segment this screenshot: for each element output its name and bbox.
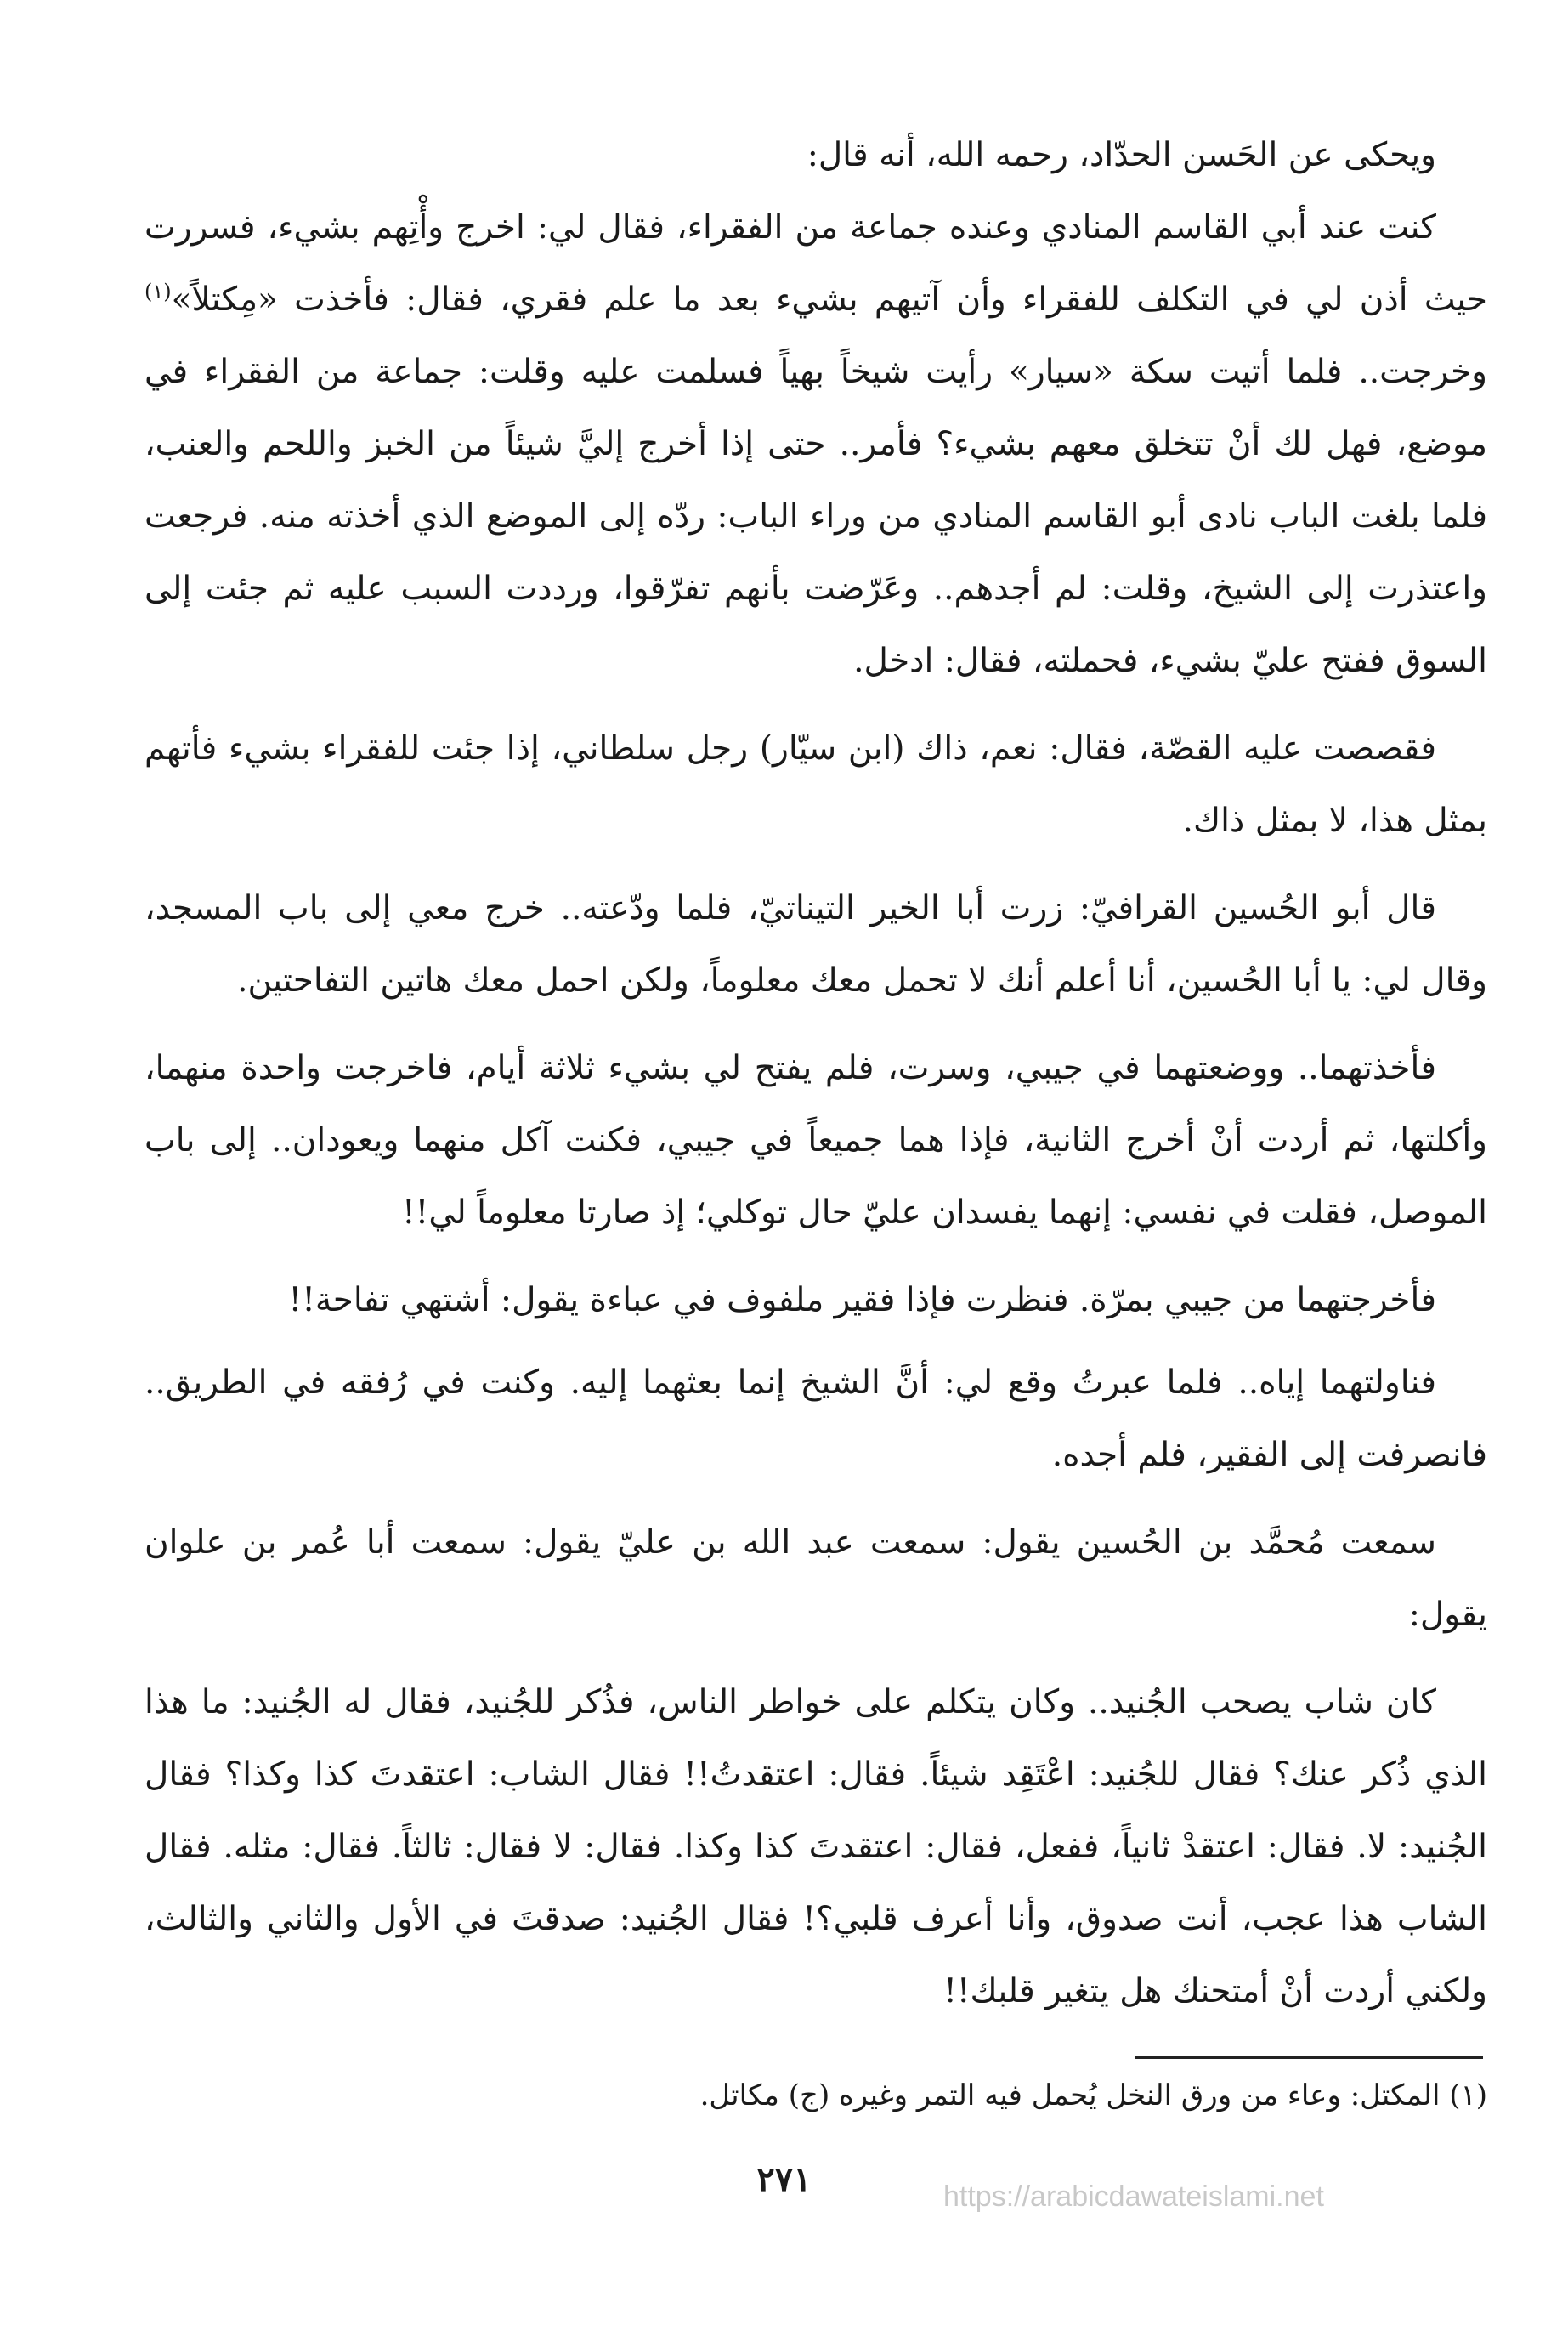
- page-number: ٢٧١: [756, 2159, 812, 2199]
- paragraph-5: فأخذتهما.. ووضعتهما في جيبي، وسرت، فلم يفتح لي بشيء ثلاثة أيام، فاخرجت واحدة منهما، وأكلتها، ثم أردت أنْ أخرج الثانية، فإذا هما جميعاً في جيبي، فكنت آكل منهما ويعودان.. إلى باب الموصل، فقلت في نفسي: إنهما يفسدان عليّ حال توكلي؛ إذ صارتا معلوماً لي!!: [144, 1049, 1487, 1232]
- paragraph-2: [144, 191, 1487, 697]
- paragraph-2-text-b: وخرجت.. فلما أتيت سكة «سيار» رأيت شيخاً بهياً فسلمت عليه وقلت: جماعة من الفقراء في موضع، فهل لك أنْ تتخلق معهم بشيء؟ فأمر.. حتى إذا أخرج إليَّ شيئاً من الخبز واللحم والعنب، فلما بلغت الباب نادى أبو القاسم المنادي من وراء الباب: ردّه إلى الموضع الذي أخذته منه. فرجعت واعتذرت إلى الشيخ، وقلت: لم أجدهم.. وعَرّضت بأنهم تفرّقوا، ورددت السبب عليه ثم جئت إلى السوق ففتح عليّ بشيء، فحملته، فقال: ادخل.: [144, 353, 1487, 680]
- page-body: [144, 119, 1487, 2038]
- paragraph-7: فناولتهما إياه.. فلما عبرتُ وقع لي: أنَّ الشيخ إنما بعثهما إليه. وكنت في رُفقه في الطريق.. فانصرفت إلى الفقير، فلم أجده.: [144, 1364, 1487, 1474]
- paragraph-6: فأخرجتهما من جيبي بمرّة. فنظرت فإذا فقير ملفوف في عباءة يقول: أشتهي تفاحة!!: [288, 1281, 1436, 1319]
- paragraph-2-text-a: كنت عند أبي القاسم المنادي وعنده جماعة من الفقراء، فقال لي: اخرج وأْتِهم بشيء، فسررت حيث أذن لي في التكلف للفقراء وأن آتيهم بشيء بعد ما علم فقري، فقال: فأخذت «مِكتلاً»: [144, 208, 1487, 319]
- footnote-divider: [1135, 2056, 1483, 2059]
- paragraph-1: ويحكى عن الحَسن الحدّاد، رحمه الله، أنه قال:: [807, 136, 1436, 174]
- paragraph-8: سمعت مُحمَّد بن الحُسين يقول: سمعت عبد الله بن عليّ يقول: سمعت أبا عُمر بن علوان يقول:: [144, 1523, 1487, 1634]
- footnote: (١) المكتل: وعاء من ورق النخل يُحمل فيه التمر وغيره (ج) مكاتل.: [699, 2078, 1487, 2112]
- paragraph-4: قال أبو الحُسين القرافيّ: زرت أبا الخير التيناتيّ، فلما ودّعته.. خرج معي إلى باب المسجد، وقال لي: يا أبا الحُسين، أنا أعلم أنك لا تحمل معك معلوماً، ولكن احمل معك هاتين التفاحتين.: [144, 889, 1487, 1000]
- watermark: https://arabicdawateislami.net: [943, 2180, 1324, 2213]
- paragraph-3: فقصصت عليه القصّة، فقال: نعم، ذاك (ابن سيّار) رجل سلطاني، إذا جئت للفقراء بشيء فأتهم بمثل هذا، لا بمثل ذاك.: [144, 729, 1487, 840]
- paragraph-9: كان شاب يصحب الجُنيد.. وكان يتكلم على خواطر الناس، فذُكر للجُنيد، فقال له الجُنيد: ما هذا الذي ذُكر عنك؟ فقال للجُنيد: اعْتَقِد شيئاً. فقال: اعتقدتُ!! فقال الشاب: اعتقدتَ كذا وكذا؟ فقال الجُنيد: لا. فقال: اعتقدْ ثانياً، ففعل، فقال: اعتقدتَ كذا وكذا. فقال: لا فقال: ثالثاً. فقال: مثله. فقال الشاب هذا عجب، أنت صدوق، وأنا أعرف قلبي؟! فقال الجُنيد: صدقتَ في الأول والثاني والثالث، ولكني أردت أنْ أمتحنك هل يتغير قلبك!!: [144, 1683, 1487, 2010]
- footnote-reference: (١): [144, 280, 172, 303]
